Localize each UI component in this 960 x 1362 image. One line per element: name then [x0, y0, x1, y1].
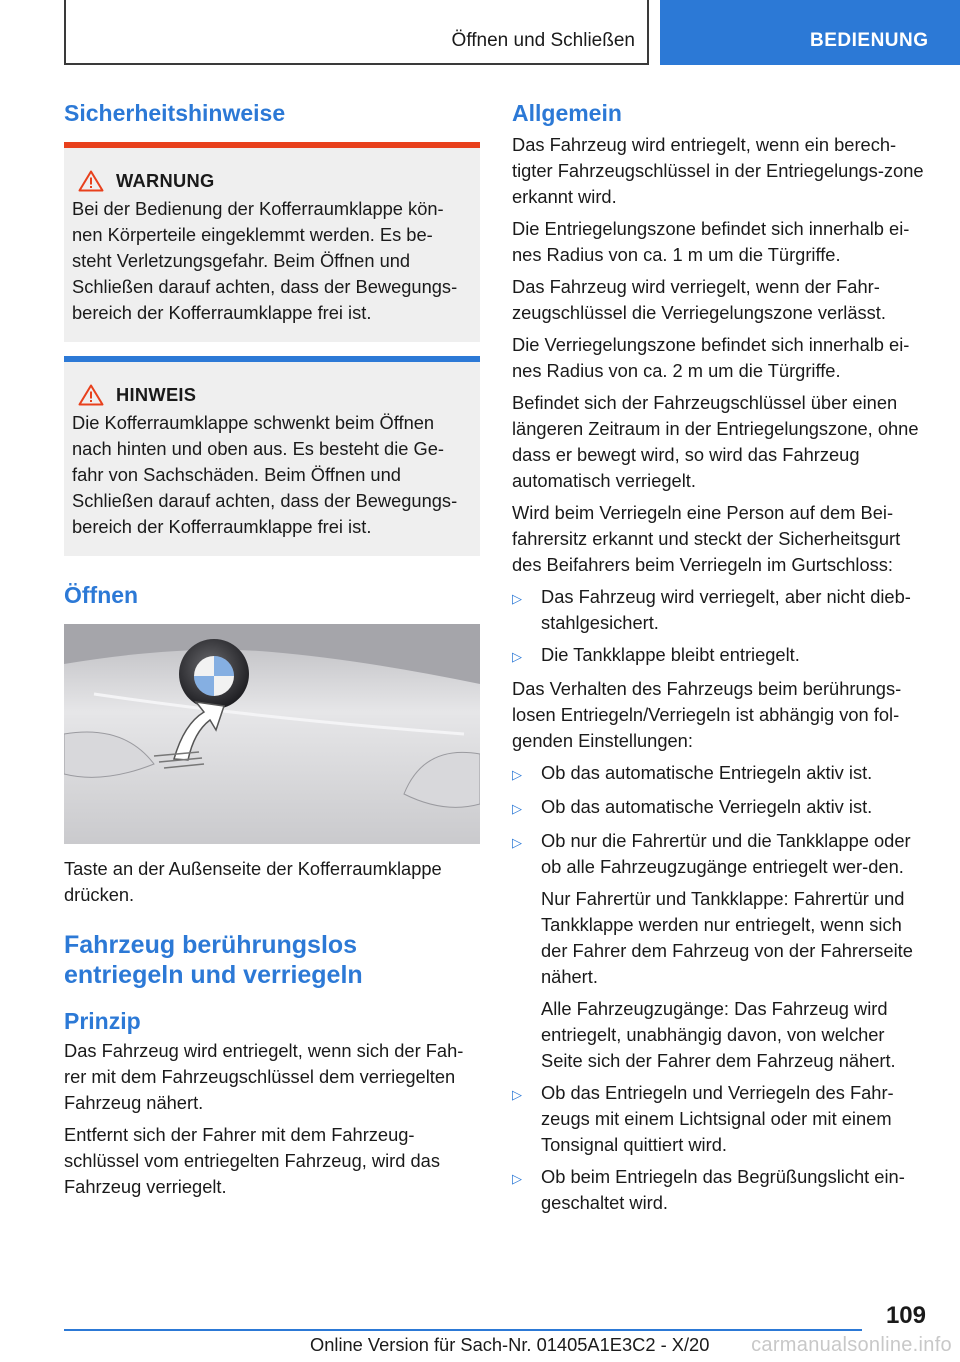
- principle-paragraph-1: Das Fahrzeug wird entriegelt, wenn sich der Fah-rer mit dem Fahrzeugschlüssel dem verriegelten Fahrzeug nähert.: [64, 1040, 464, 1113]
- list-item: [512, 760, 926, 788]
- principle-heading: Prinzip: [64, 1008, 141, 1034]
- principle-paragraph-2: Entfernt sich der Fahrer mit dem Fahrzeug-schlüssel vom entriegelten Fahrzeug, wird das Fahrzeug verriegelt.: [64, 1124, 440, 1197]
- chapter-tab: [660, 0, 960, 65]
- bullet-icon: ▷: [512, 649, 522, 664]
- list-item-text: Die Tankklappe bleibt entriegelt.: [541, 644, 800, 665]
- header-frame: [64, 0, 649, 65]
- hint-box: [64, 356, 480, 556]
- list-item-text: Das Fahrzeug wird verriegelt, aber nicht dieb-stahlgesichert.: [541, 586, 911, 633]
- warning-box: [64, 142, 480, 342]
- list-item-text: Ob nur die Fahrertür und die Tankklappe oder ob alle Fahrzeugzugänge entriegelt wer-den.: [541, 830, 911, 877]
- bullet-icon: ▷: [512, 835, 522, 850]
- keyless-heading: Fahrzeug berührungslos entriegeln und verriegeln: [64, 931, 363, 989]
- open-caption: Taste an der Außenseite der Kofferraumklappe drücken.: [64, 858, 442, 905]
- general-paragraph: Die Verriegelungszone befindet sich innerhalb ei-nes Radius von ca. 2 m um die Türgriffe.: [512, 334, 910, 381]
- online-version-note: Online Version für Sach-Nr. 01405A1E3C2 - X/20: [310, 1334, 710, 1355]
- bullet-icon: ▷: [512, 767, 522, 782]
- list-item-text: Ob das Entriegeln und Verriegeln des Fahr-zeugs mit einem Lichtsignal oder mit einem Tonsignal quittiert wird.: [541, 1082, 894, 1155]
- warning-label: WARNUNG: [116, 170, 215, 191]
- list-item-text: Ob beim Entriegeln das Begrüßungslicht ein-geschaltet wird.: [541, 1166, 905, 1213]
- list-item: [512, 642, 926, 670]
- hint-text: Die Kofferraumklappe schwenkt beim Öffnen nach hinten und oben aus. Es besteht die Ge-fahr von Sachschäden. Beim Öffnen und Schließen darauf achten, dass der Bewegungs-bereich der Kofferraumklappe frei ist.: [72, 412, 458, 537]
- watermark: carmanualsonline.info: [751, 1334, 952, 1356]
- chapter-tab-label: BEDIENUNG: [810, 30, 929, 51]
- list-item: [512, 1080, 926, 1158]
- bullet-icon: ▷: [512, 801, 522, 816]
- bullet-icon: ▷: [512, 1087, 522, 1102]
- list-item-text: Ob das automatische Verriegeln aktiv ist.: [541, 796, 873, 817]
- general-paragraph: Das Fahrzeug wird verriegelt, wenn der Fahr-zeugschlüssel die Verriegelungszone verlässt.: [512, 276, 886, 323]
- right-column: [512, 100, 926, 1216]
- list-item: [512, 794, 926, 822]
- page-number: 109: [885, 1302, 926, 1329]
- settings-paragraph: Das Verhalten des Fahrzeugs beim berührungs-losen Entriegeln/Verriegeln ist abhängig von fol-genden Einstellungen:: [512, 678, 902, 751]
- bullet-icon: ▷: [512, 1171, 522, 1186]
- open-heading: Öffnen: [64, 582, 139, 608]
- sub-paragraph: Alle Fahrzeugzugänge: Das Fahrzeug wird entriegelt, unabhängig davon, von welcher Seite sich der Fahrer dem Fahrzeug nähert.: [541, 998, 896, 1071]
- safety-heading: Sicherheitshinweise: [64, 100, 286, 126]
- warning-triangle-icon: [78, 170, 104, 192]
- general-heading: Allgemein: [512, 100, 622, 126]
- caution-triangle-icon: [78, 384, 104, 406]
- list-item: [512, 828, 926, 880]
- list-item: [512, 1164, 926, 1216]
- warning-text: Bei der Bedienung der Kofferraumklappe kön-nen Körperteile eingeklemmt werden. Es be-steht Verletzungsgefahr. Beim Öffnen und Schließen darauf achten, dass der Bewegungs-bereich der Kofferraumklappe frei ist.: [72, 198, 458, 323]
- bullet-icon: ▷: [512, 591, 522, 606]
- general-paragraph: Befindet sich der Fahrzeugschlüssel über einen längeren Zeitraum in der Entriegelungszone, ohne dass er bewegt wird, so wird das Fahrzeug automatisch verriegelt.: [512, 392, 919, 491]
- list-item-text: Ob das automatische Entriegeln aktiv ist.: [541, 762, 873, 783]
- left-column: [64, 100, 480, 1200]
- hint-label: HINWEIS: [116, 384, 197, 405]
- bmw-trunk-button-arrow-illustration: [64, 624, 480, 844]
- trunk-button-photo: [64, 624, 480, 844]
- list-item: [512, 584, 926, 636]
- footer-divider: [64, 1329, 862, 1331]
- section-title: Öffnen und Schließen: [451, 30, 635, 51]
- general-paragraph: Wird beim Verriegeln eine Person auf dem Bei-fahrersitz erkannt und steckt der Sicherheitsgurt des Beifahrers beim Verriegeln im Gurtschloss:: [512, 502, 901, 575]
- general-paragraph: Das Fahrzeug wird entriegelt, wenn ein berech-tigter Fahrzeugschlüssel in der Entriegelungs-zone erkannt wird.: [512, 134, 924, 207]
- general-paragraph: Die Entriegelungszone befindet sich innerhalb ei-nes Radius von ca. 1 m um die Türgriffe.: [512, 218, 910, 265]
- sub-paragraph: Nur Fahrertür und Tankklappe: Fahrertür und Tankklappe werden nur entriegelt, wenn sich der Fahrer dem Fahrzeug von der Fahrerseite nähert.: [541, 888, 913, 987]
